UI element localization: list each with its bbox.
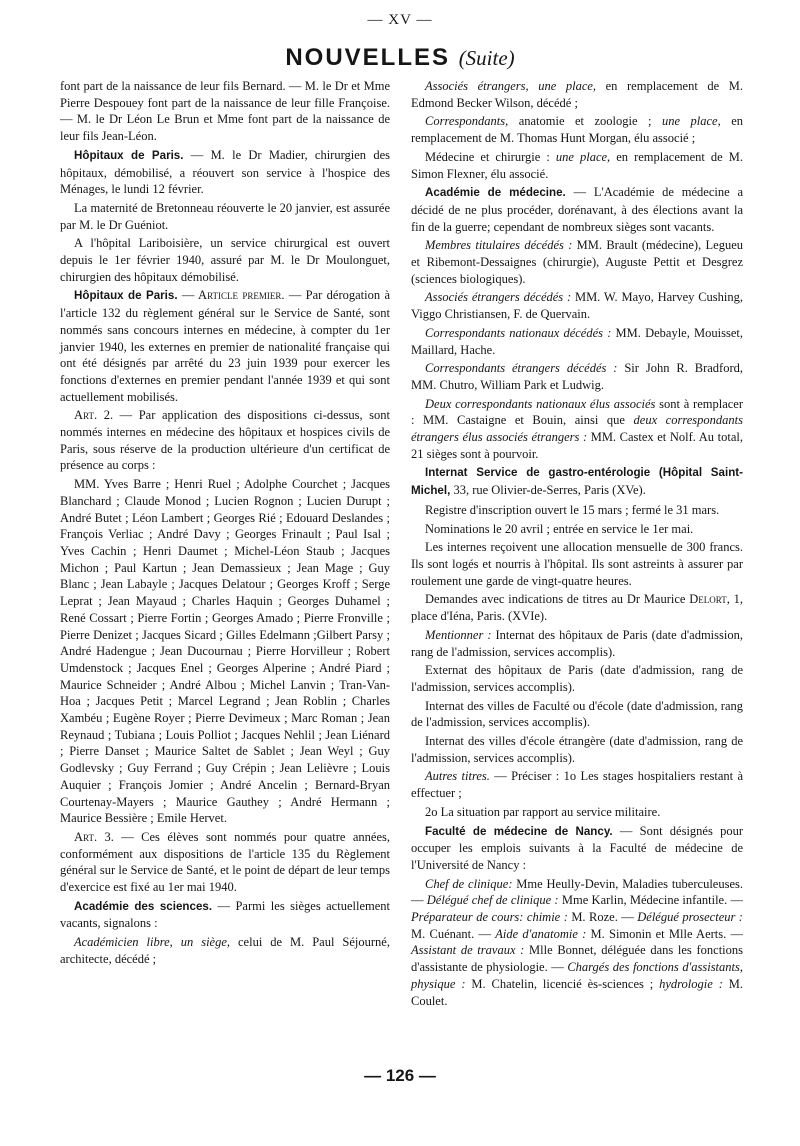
section-heading: Académie de médecine.: [425, 186, 566, 200]
paragraph: [411, 289, 743, 322]
paragraph-text: Mme Karlin, Médecine infantile. —: [558, 893, 743, 908]
paragraph: [411, 823, 743, 874]
paragraph: A l'hôpital Lariboisière, un service chirurgical est ouvert depuis le 1er février 1940, assuré par M. le Dr Moulonguet, chirurgien des hôpitaux démobilisé.: [60, 236, 390, 284]
paragraph: [411, 360, 743, 393]
italic-text: Correspondants étrangers décédés :: [425, 361, 618, 376]
paragraph: [411, 627, 743, 660]
paragraph: [411, 591, 743, 624]
section-heading: Hôpitaux de Paris.: [74, 148, 184, 162]
paragraph-text: celui de M. Paul Séjourné, architecte, décédé ;: [60, 935, 390, 966]
italic-text: Membres titulaires décédés :: [425, 238, 573, 253]
italic-text: une place,: [555, 149, 611, 164]
paragraph-text: Demandes avec indications de titres au Dr Maurice: [425, 592, 690, 607]
page-heading: [0, 44, 800, 72]
italic-text: Correspondants,: [425, 114, 509, 129]
left-column: [60, 78, 390, 970]
paragraph: La maternité de Bretonneau réouverte le 20 janvier, est assurée par M. le Dr Guéniot.: [60, 200, 390, 232]
paragraph-text: 1, place d'Iéna, Paris. (XVIe).: [411, 592, 744, 624]
paragraph: [60, 287, 390, 405]
paragraph-text: Internat des hôpitaux de Paris (date d'admission, rang de l'admission, services accomplis).: [411, 627, 743, 659]
paragraph: [411, 464, 743, 499]
italic-text: Délégué prosecteur :: [637, 910, 743, 925]
italic-text: deux correspondants étrangers élus associés étrangers :: [411, 413, 743, 445]
paragraph-text: — Ces élèves sont nommés pour quatre années, conformément aux dispositions de l'article 135 du Règlement général sur le Service de Santé, et le point de départ de leur temps d'exercice est fixé au 1er mai 1940.: [60, 829, 390, 895]
names-list: MM. Yves Barre ; Henri Ruel ; Adolphe Courchet ; Jacques Blanchard ; Claude Monod ; Lucien Rognon ; Lucien Durupt ; André Butet ; Léon Lambert ; Georges Rié ; Edouard Deslandes ; François Verliac ; André Davy ; Georges Frinault ; Paul Isal ; Yves Cachin ; Henri Daumet ; Michel-Léon Staub ; Jacques Michon ; Paul Kartun ; Jean Demassieux ; Jean Mage ; Guy Blanc ; Jean Labayle ; Jacques Delatour ; Georges Kroff ; Serge Leprat ; Jean Mayaud ; Charles Haquin ; Georges Duhamel ; René Cossart ; Pierre Fortin ; Georges Amado ; Pierre Fronville ; Pierre Denizet ; Jacques Sicard ; Gilles Edelmann ;Gilbert Parsy ; André Hadengue ; Jean Ducournau ; Pierre Horvilleur ; Robert Umdenstock ; Jacques Enel ; Georges Alperine ; André Piard ; Maurice Schneider ; André Albou ; Michel Lanvin ; Tran-Van-Hoa ; Jacques Petit ; Marcel Legrand ; Jean Roblin ; Charles Xambéu ; Eugène Royer ; Pierre Devimeux ; Marc Roman ; Jean Reynaud ; Tubiana ; Louis Polliot ; Jacques Nehlil ; Jean Liénard ; Pierre Danset ; Maurice Saltet de Sablet ; Jean Weyl ; Guy Godlevsky ; Guy Ferrand ; Guy Crépin ; Jean Lelièvre ; Louis Auquier ; François Jomier ; André Ancelin ; Bernard-Bryan Courtenay-Mayers ; Maurice Gauthey ; André Hermann ; Maurice Bessière ; Emile Hervet.: [60, 477, 390, 826]
paragraph-text: Médecine et chirurgie :: [425, 149, 556, 164]
paragraph-text: — Sont désignés pour occuper les emplois suivants à la Faculté de médecine de l'Université de Nancy :: [411, 823, 743, 872]
italic-text: Aide d'anatomie :: [495, 926, 587, 941]
page-number: — 126 —: [364, 1066, 436, 1085]
paragraph-text: en remplacement de M. Edmond Becker Wilson, décédé ;: [411, 79, 743, 110]
paragraph: [411, 184, 743, 235]
italic-text: Délégué chef de clinique :: [426, 893, 559, 908]
paragraph-text: — L'Académie de médecine a décidé de ne plus procéder, dorénavant, à des élections avant la fin de la guerre; cependant de nombreux sièges sont vacants.: [411, 185, 743, 234]
paragraph-text: — M. le Dr Madier, chirurgien des hôpitaux, démobilisé, a réouvert son service à l'hospice des Ménages, le lundi 12 février.: [60, 147, 390, 197]
paragraph-text: MM. Brault (médecine), Legueu et Ribemont-Dessaignes (chirurgie), Auguste Pettit et Desgrez (sciences biologiques).: [411, 238, 743, 286]
paragraph: Les internes reçoivent une allocation mensuelle de 300 francs. Ils sont logés et nourris à l'hôpital. Ils sont astreints à assurer par roulement une garde de vingt-quatre heures.: [411, 540, 743, 588]
italic-text: Associés étrangers décédés :: [425, 290, 572, 305]
paragraph-text: M. Simonin et Mlle Aerts. —: [586, 926, 744, 941]
paragraph-text: MM. Castex et Nolf. Au total, 21 sièges sont à pourvoir.: [411, 430, 743, 461]
paragraph-text: MM. Debayle, Mouisset, Maillard, Hache.: [411, 325, 743, 357]
paragraph: [411, 396, 743, 463]
paragraph: [411, 876, 743, 1010]
italic-text: une place,: [661, 114, 721, 129]
paragraph: 2o La situation par rapport au service militaire.: [425, 804, 661, 819]
paragraph-text: en remplacement de M. Thomas Hunt Morgan, élu associé ;: [411, 114, 743, 146]
paragraph: [411, 149, 743, 182]
paragraph-text: 33, rue Olivier-de-Serres, Paris (XVe).: [450, 483, 646, 498]
section-heading: Académie des sciences.: [74, 899, 213, 913]
heading-title: NOUVELLES: [285, 44, 451, 71]
paragraph-text: M. Chatelin, licencié ès-sciences ;: [465, 976, 660, 991]
paragraph: [411, 325, 743, 358]
heading-suffix: (Suite): [458, 46, 515, 70]
paragraph: font part de la naissance de leur fils Bernard. — M. le Dr et Mme Pierre Despouey font part de la naissance de leur fille Françoise. — M. le Dr Léon Le Brun et Mme font part de la naissance de leur fils Jean-Léon.: [60, 79, 390, 144]
italic-text: Préparateur de cours: chimie :: [411, 910, 568, 925]
paragraph: Nominations le 20 avril ; entrée en service le 1er mai.: [425, 521, 694, 536]
italic-text: Autres titres.: [425, 769, 490, 784]
section-heading: Internat Service de gastro-entérologie (Hôpital Saint-Michel,: [411, 466, 743, 498]
paragraph: [411, 768, 743, 801]
paragraph: [60, 829, 390, 896]
article-label: Art. 3.: [74, 829, 114, 844]
italic-text: Deux correspondants nationaux élus associés: [425, 396, 656, 411]
italic-text: Académicien libre, un siège,: [74, 935, 231, 950]
paragraph: [60, 898, 390, 932]
paragraph-text: anatomie et zoologie ;: [508, 114, 662, 129]
italic-text: Chef de clinique:: [425, 876, 513, 891]
paragraph: Internat des villes d'école étrangère (date d'admission, rang de l'admission, services accomplis).: [411, 734, 743, 765]
section-heading: Hôpitaux de Paris.: [74, 289, 178, 303]
paragraph: Internat des villes de Faculté ou d'école (date d'admission, rang de l'admission, services accomplis).: [411, 698, 743, 730]
paragraph-text: Sir John R. Bradford, MM. Chutro, William Park et Ludwig.: [411, 361, 743, 392]
italic-text: Correspondants nationaux décédés :: [425, 325, 612, 340]
paragraph-text: sont à remplacer : MM. Castaigne et Bouin, ainsi que: [411, 396, 743, 428]
paragraph-text: — Par dérogation à l'article 132 du règlement général sur le Service de Santé, sont nommés sans concours internes en médecine, à compter du 1er janvier 1940, les externes en premier de nationalité française qui ont été désignés par arrêté du 23 juin 1939 pour exercer les fonctions d'externes en premier pendant l'année 1939 et qui sont actuellement mobilisés.: [60, 288, 390, 404]
italic-text: Associés étrangers, une place,: [425, 79, 597, 93]
paragraph: [411, 113, 743, 146]
paragraph: [60, 147, 390, 198]
page-marker: — XV —: [367, 12, 433, 28]
paragraph: [411, 237, 743, 287]
paragraph: Externat des hôpitaux de Paris (date d'admission, rang de l'admission, services accomplis).: [411, 663, 743, 694]
paragraph-text: — Parmi les sièges actuellement vacants, signalons :: [60, 898, 390, 931]
article-label: — Article premier.: [177, 288, 285, 303]
paragraph-text: — Préciser : 1o Les stages hospitaliers restant à effectuer ;: [411, 769, 744, 801]
italic-text: Mentionner :: [425, 627, 492, 642]
italic-text: Chargés des fonctions d'assistants, physique :: [411, 960, 743, 991]
italic-text: hydrologie :: [659, 976, 723, 991]
paragraph: Registre d'inscription ouvert le 15 mars ; fermé le 31 mars.: [425, 502, 720, 517]
paragraph: [60, 934, 390, 967]
paragraph: [60, 407, 390, 474]
right-column: [411, 78, 743, 1011]
section-heading: Faculté de médecine de Nancy.: [425, 824, 613, 838]
paragraph-text: Mlle Bonnet, déléguée dans les fonctions d'assistante de physiologie. —: [411, 943, 744, 975]
paragraph-text: en remplacement de M. Simon Flexner, élu associé.: [411, 149, 743, 181]
paragraph-text: M. Cuénant. —: [411, 926, 496, 941]
paragraph-text: M. Coulet.: [411, 976, 743, 1008]
paragraph-text: M. Roze. —: [567, 910, 638, 925]
italic-text: Assistant de travaux :: [411, 943, 525, 958]
name-smallcaps: Delort,: [689, 592, 730, 607]
paragraph-text: MM. W. Mayo, Harvey Cushing, Viggo Christiansen, F. de Quervain.: [411, 290, 743, 322]
paragraph: [411, 78, 743, 111]
paragraph-text: — Par application des dispositions ci-dessus, sont nommés internes en médecine des hôpitaux et hospices civils de Paris, sous réserve de la production ultérieure d'un certificat de présence au corps :: [60, 408, 390, 473]
article-label: Art. 2.: [74, 408, 114, 423]
paragraph-text: Mme Heully-Devin, Maladies tuberculeuses. —: [411, 876, 743, 908]
